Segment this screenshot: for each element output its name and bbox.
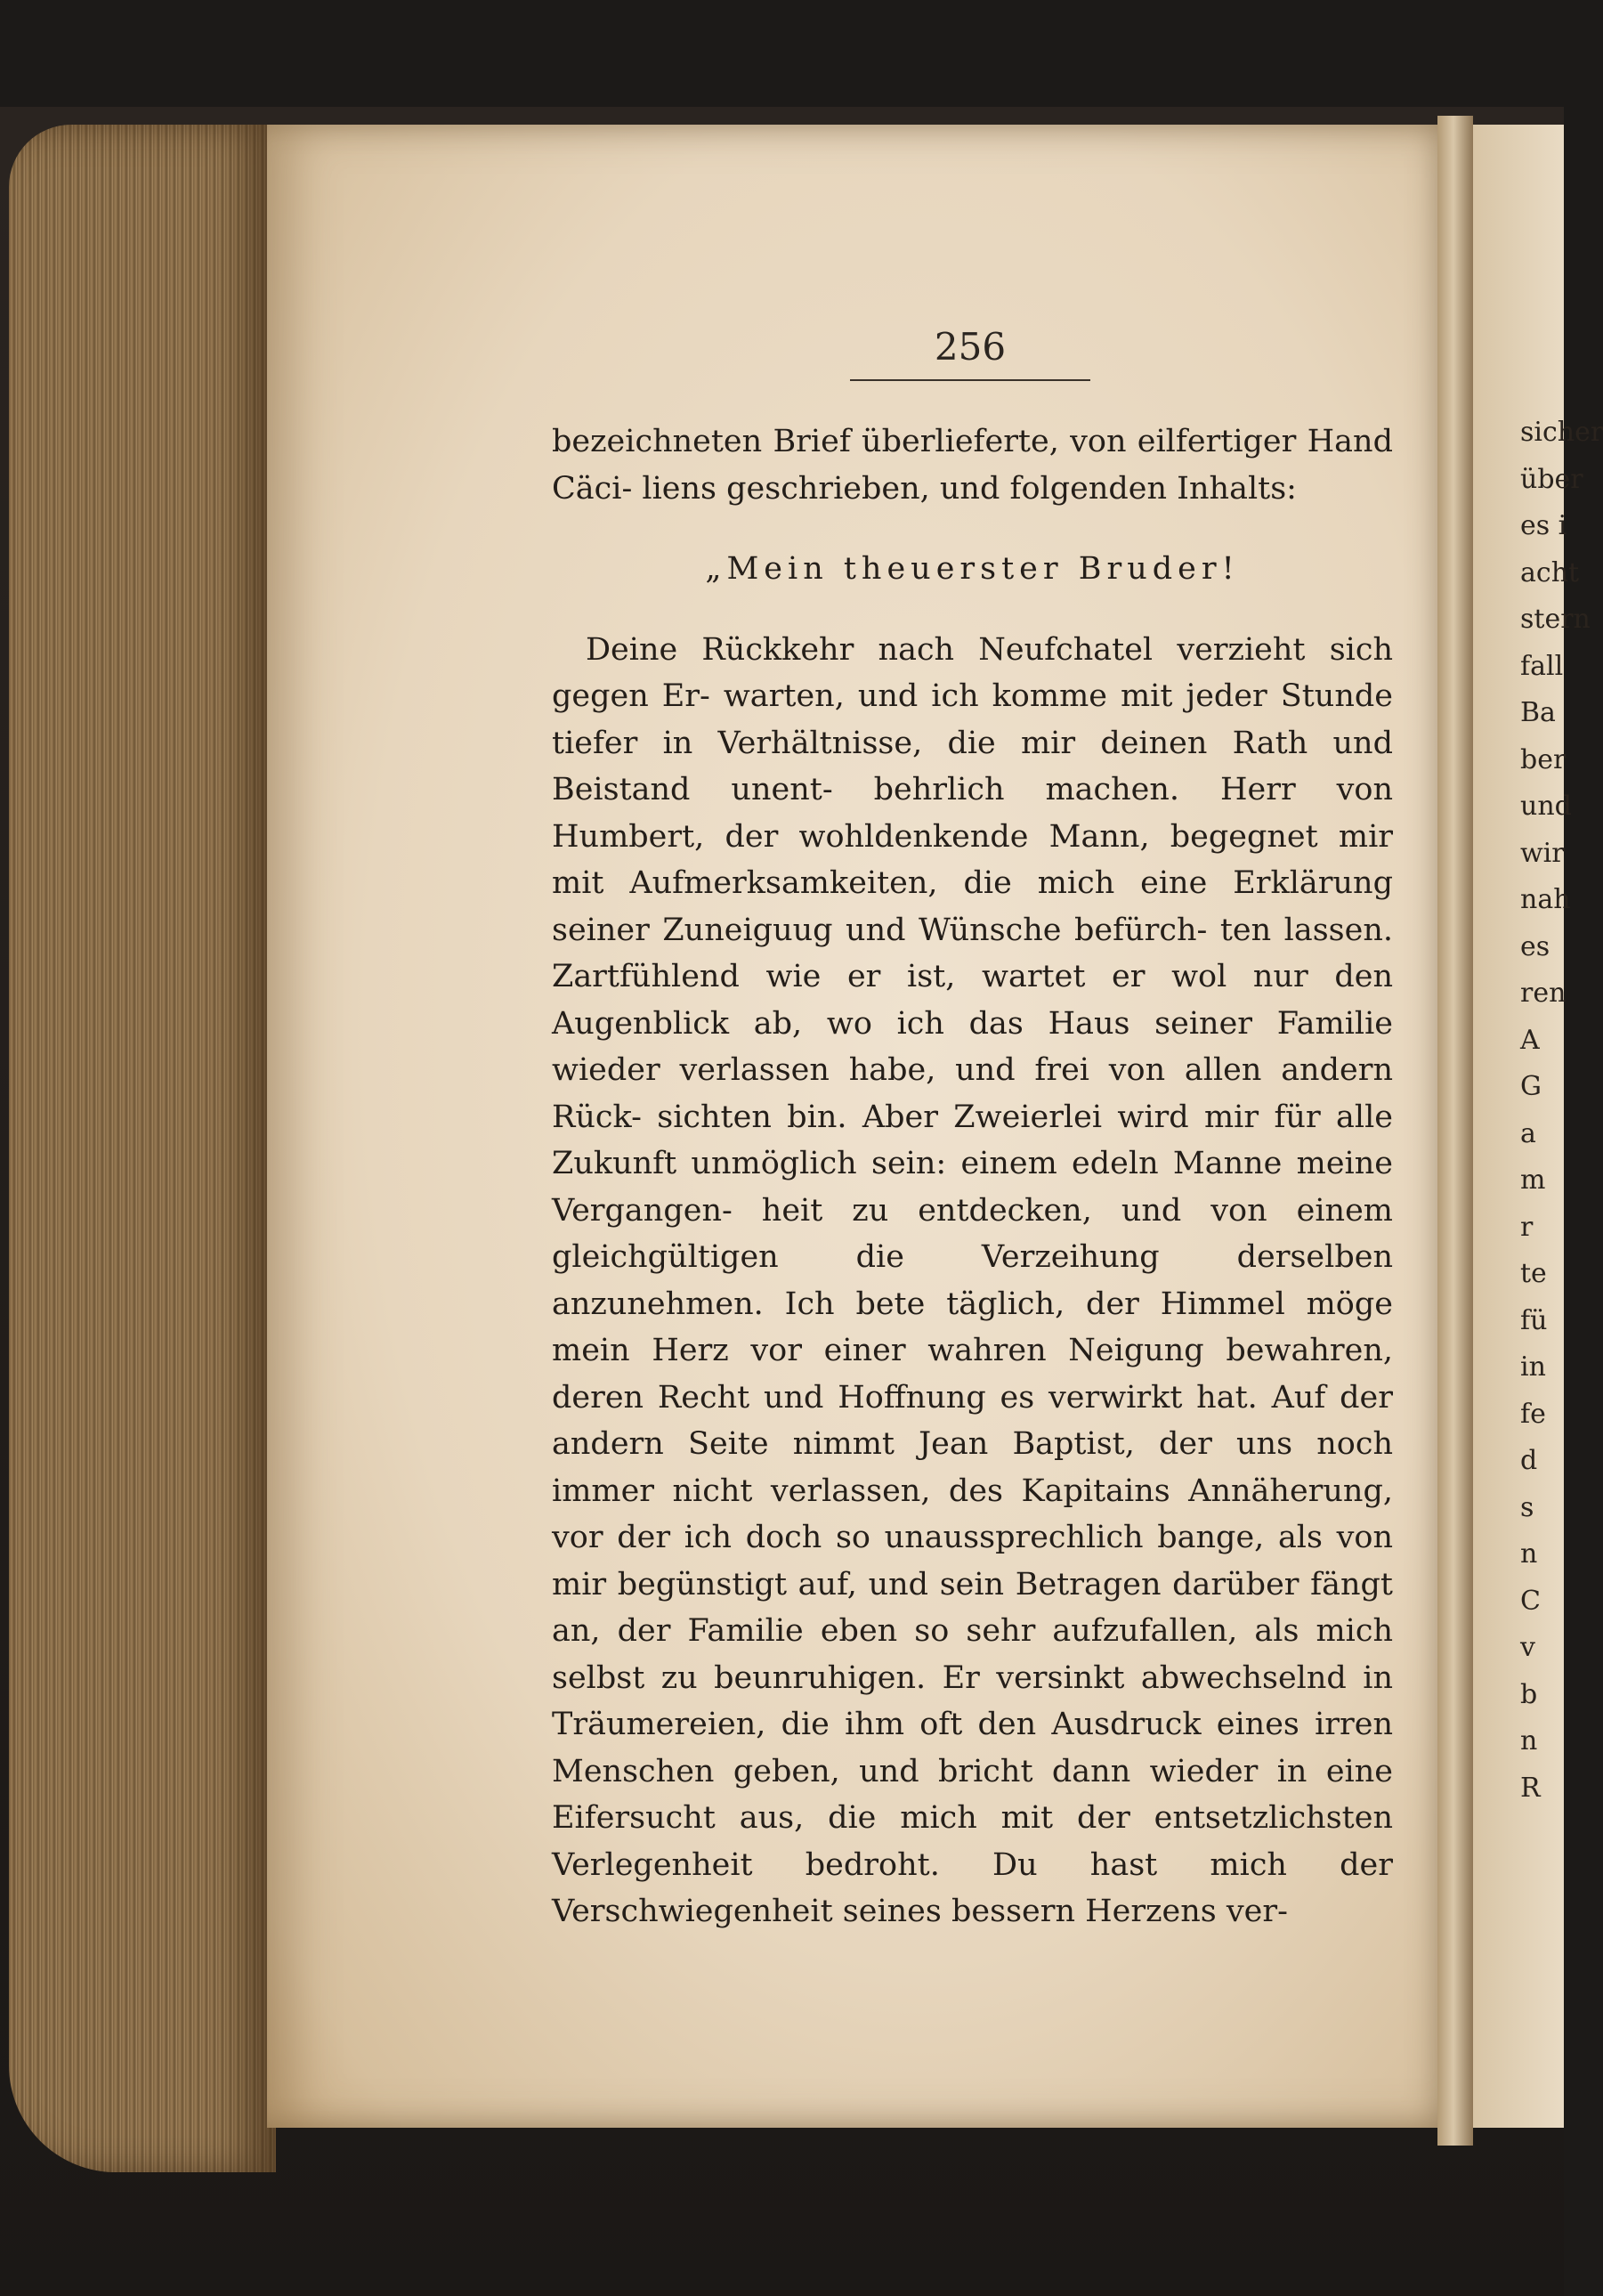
facing-page-line: es i [1520, 510, 1567, 541]
facing-page-line: stern [1520, 604, 1591, 635]
facing-page-line: v [1520, 1632, 1535, 1663]
letter-body: Deine Rückkehr nach Neufchatel verzieht sich gegen Er- warten, und ich komme mit jeder Stunde tiefer in Verhältnisse, die mir deinen Rath und Beistand unent- behrlich machen. Herr von Humbert, der wohldenkende Mann, begegnet mir mit Aufmerksamkeiten, die mich eine Erklärung seiner Zuneiguug und Wünsche befürch- ten lassen. Zartfühlend wie er ist, wartet er wol nur den Augenblick ab, wo ich das Haus seiner Familie wieder verlassen habe, und frei von allen andern Rück- sichten bin. Aber Zweierlei wird mir für alle Zukunft unmöglich sein: einem edeln Manne meine Vergangen- heit zu entdecken, und von einem gleichgültigen die Verzeihung derselben anzunehmen. Ich bete täglich, der Himmel möge mein Herz vor einer wahren Neigung bewahren, deren Recht und Hoffnung es verwirkt hat. Auf der andern Seite nimmt Jean Baptist, der uns noch immer nicht verlassen, des Kapitains Annäherung, vor der ich doch so unaussprechlich bange, als von mir begünstigt auf, und sein Betragen darüber fängt an, der Familie eben so sehr aufzufallen, als mich selbst zu beunruhigen. Er versinkt abwechselnd in Träumereien, die ihm oft den Ausdruck eines irren Menschen geben, und bricht dann wieder in eine Eifersucht aus, die mich mit der entsetzlichsten Verlegenheit bedroht. Du hast mich der Verschwiegenheit seines bessern Herzens ver- [552, 631, 1393, 1929]
facing-page-line: es [1520, 930, 1550, 962]
facing-page-line: in [1520, 1351, 1546, 1383]
book-fore-edge [9, 125, 276, 2172]
facing-page-line: ber [1520, 743, 1567, 775]
facing-page-line: m [1520, 1164, 1546, 1196]
page-text [552, 418, 1393, 1935]
facing-page-line: über [1520, 463, 1583, 495]
facing-page-line: r [1520, 1211, 1534, 1243]
facing-page-text [1520, 410, 1603, 1812]
facing-page-line: A [1520, 1024, 1540, 1056]
facing-page-line: nah [1520, 884, 1571, 915]
facing-page-line: R [1520, 1772, 1541, 1804]
book-gutter [1437, 116, 1473, 2146]
facing-page-line: te [1520, 1258, 1547, 1289]
facing-page-line: und [1520, 791, 1572, 822]
facing-page-line: acht [1520, 556, 1580, 588]
facing-page-line: sicher [1520, 417, 1603, 448]
facing-page-line: fü [1520, 1304, 1548, 1336]
facing-page-line: fall [1520, 650, 1564, 682]
facing-page-line: ren [1520, 978, 1567, 1009]
facing-page-line: C [1520, 1585, 1541, 1617]
page-number: 256 [850, 325, 1090, 381]
facing-page-line: a [1520, 1117, 1536, 1149]
facing-page-line: wir [1520, 837, 1565, 869]
facing-page-line: Ba [1520, 697, 1556, 728]
facing-page-line: n [1520, 1725, 1538, 1756]
facing-page-line: b [1520, 1678, 1538, 1710]
facing-page-line: s [1520, 1491, 1534, 1523]
facing-page-line: d [1520, 1445, 1538, 1476]
facing-page-line: n [1520, 1538, 1538, 1570]
facing-page-line: G [1520, 1071, 1542, 1102]
letter-salutation: „Mein theuerster Bruder! [705, 551, 1240, 587]
facing-page-line: fe [1520, 1398, 1546, 1430]
opening-lines: bezeichneten Brief überlieferte, von eilfertiger Hand Cäci- liens geschrieben, und folgenden Inhalts: [552, 424, 1393, 507]
